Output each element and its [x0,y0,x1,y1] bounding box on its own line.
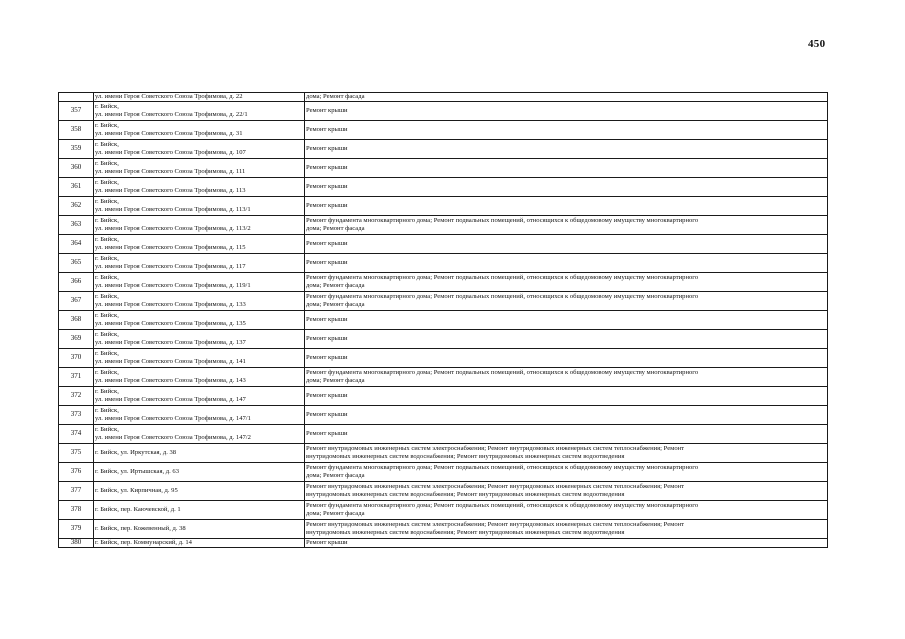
address-street: ул. имени Героя Советского Союза Трофимова, д. 137 [95,339,246,346]
address-city: г. Бийск, [95,407,119,415]
repair-works-cell [305,463,828,482]
repair-works-line: Ремонт внутридомовых инженерных систем электроснабжения; Ремонт внутридомовых инженерных систем теплоснабжения; Ремонт [306,445,685,453]
repair-works-line: Ремонт фундамента многоквартирного дома; Ремонт подвальных помещений, относящихся к общедомовому имуществу многоквартирного [306,293,699,301]
repair-works-line: Ремонт крыши [306,259,348,267]
repair-works-line: дома; Ремонт фасада [306,472,365,479]
repair-works-line: дома; Ремонт фасада [306,301,365,308]
repair-works-line: Ремонт крыши [306,126,348,134]
table-row [59,216,828,235]
address-city: г. Бийск, [95,255,119,263]
repair-works-line: Ремонт крыши [306,202,348,210]
table-row [59,482,828,501]
repair-works-line: Ремонт фундамента многоквартирного дома; Ремонт подвальных помещений, относящихся к общедомовому имуществу многоквартирного [306,274,699,282]
repair-works-cell [305,93,828,102]
table-row [59,444,828,463]
address-cell [94,216,305,235]
repair-works-line: дома; Ремонт фасада [306,510,365,517]
address-cell [94,93,305,102]
address-cell [94,444,305,463]
address-cell [94,254,305,273]
repair-works-line: Ремонт крыши [306,316,348,324]
row-number: 367 [59,292,94,311]
address-city: г. Бийск, [95,274,119,282]
repair-works-cell [305,501,828,520]
address-cell [94,349,305,368]
repair-works-line: Ремонт фундамента многоквартирного дома; Ремонт подвальных помещений, относящихся к общедомовому имуществу многоквартирного [306,369,699,377]
row-number: 357 [59,102,94,121]
address-cell [94,159,305,178]
repair-works-line: дома; Ремонт фасада [306,282,365,289]
address-city: г. Бийск, [95,388,119,396]
address-cell [94,311,305,330]
address-city: г. Бийск, [95,217,119,225]
row-number: 369 [59,330,94,349]
row-number: 377 [59,482,94,501]
row-number: 371 [59,368,94,387]
repair-works-line: Ремонт внутридомовых инженерных систем электроснабжения; Ремонт внутридомовых инженерных систем теплоснабжения; Ремонт [306,521,685,529]
row-number: 359 [59,140,94,159]
table-row [59,140,828,159]
table-row [59,254,828,273]
row-number: 375 [59,444,94,463]
table-row [59,539,828,548]
repair-works-cell [305,482,828,501]
address-city: г. Бийск, [95,426,119,434]
row-number: 373 [59,406,94,425]
row-number: 360 [59,159,94,178]
address-cell [94,520,305,539]
address-street: ул. имени Героя Советского Союза Трофимова, д. 113 [95,187,246,194]
repair-works-line: Ремонт крыши [306,240,348,248]
row-number: 370 [59,349,94,368]
repair-works-cell [305,444,828,463]
address-cell [94,463,305,482]
address-cell [94,482,305,501]
row-number [59,93,94,102]
table-row [59,463,828,482]
table-row [59,520,828,539]
repair-works-cell [305,273,828,292]
repair-works-cell [305,292,828,311]
table-row [59,406,828,425]
address-cell [94,178,305,197]
table-row [59,178,828,197]
address-cell [94,406,305,425]
repair-works-line: Ремонт крыши [306,107,348,115]
address-cell [94,425,305,444]
repair-works-cell [305,216,828,235]
address-street: ул. имени Героя Советского Союза Трофимова, д. 22/1 [95,111,248,118]
address-street: ул. имени Героя Советского Союза Трофимова, д. 147 [95,396,246,403]
address-cell [94,292,305,311]
address-street: ул. имени Героя Советского Союза Трофимова, д. 31 [95,130,243,137]
address-street: г. Бийск, ул. Кирпичная, д. 95 [95,487,178,495]
address-cell [94,539,305,548]
address-cell [94,273,305,292]
repair-works-line: дома; Ремонт фасада [306,225,365,232]
repair-works-cell [305,311,828,330]
row-number: 379 [59,520,94,539]
repair-works-line: Ремонт крыши [306,539,348,547]
address-city: г. Бийск, [95,122,119,130]
address-street: ул. имени Героя Советского Союза Трофимова, д. 111 [95,168,246,175]
repair-works-line: Ремонт фундамента многоквартирного дома; Ремонт подвальных помещений, относящихся к общедомовому имуществу многоквартирного [306,502,699,510]
address-street: ул. имени Героя Советского Союза Трофимова, д. 113/2 [95,225,251,232]
repair-works-cell [305,254,828,273]
repair-works-line: внутридомовых инженерных систем водоснабжения; Ремонт внутридомовых инженерных систем водоотведения [306,529,625,536]
address-cell [94,197,305,216]
address-street: ул. имени Героя Советского Союза Трофимова, д. 133 [95,301,246,308]
address-city: г. Бийск, [95,141,119,149]
table-row [59,273,828,292]
address-street: ул. имени Героя Советского Союза Трофимова, д. 115 [95,244,246,251]
address-city: г. Бийск, [95,236,119,244]
address-city: г. Бийск, [95,293,119,301]
address-cell [94,140,305,159]
row-number: 376 [59,463,94,482]
repair-works-line: Ремонт крыши [306,392,348,400]
table-row [59,292,828,311]
table-row [59,349,828,368]
repair-works-cell [305,140,828,159]
repair-works-line: Ремонт крыши [306,145,348,153]
address-street: г. Бийск, пер. Каючевской, д. 1 [95,506,181,514]
repair-works-line: внутридомовых инженерных систем водоснабжения; Ремонт внутридомовых инженерных систем водоотведения [306,453,625,460]
repair-works-cell [305,520,828,539]
address-city: г. Бийск, [95,312,119,320]
table-row [59,387,828,406]
repair-works-line: Ремонт крыши [306,183,348,191]
row-number: 358 [59,121,94,140]
address-street: ул. имени Героя Советского Союза Трофимова, д. 119/1 [95,282,251,289]
address-street: ул. имени Героя Советского Союза Трофимова, д. 141 [95,358,246,365]
repair-works-cell [305,178,828,197]
address-city: г. Бийск, [95,160,119,168]
repair-works-line: внутридомовых инженерных систем водоснабжения; Ремонт внутридомовых инженерных систем водоотведения [306,491,625,498]
repair-works-line: Ремонт фундамента многоквартирного дома; Ремонт подвальных помещений, относящихся к общедомовому имуществу многоквартирного [306,217,699,225]
address-city: г. Бийск, [95,103,119,111]
row-number: 378 [59,501,94,520]
address-city: г. Бийск, [95,369,119,377]
address-street: ул. имени Героя Советского Союза Трофимова, д. 135 [95,320,246,327]
address-city: г. Бийск, [95,179,119,187]
repair-works-line: дома; Ремонт фасада [306,377,365,384]
address-cell [94,330,305,349]
row-number: 366 [59,273,94,292]
repair-works-line: Ремонт крыши [306,335,348,343]
repair-works-cell [305,539,828,548]
repair-works-cell [305,330,828,349]
address-street: г. Бийск, пер. Кожевенный, д. 38 [95,525,186,533]
repair-works-cell [305,235,828,254]
address-street: ул. имени Героя Советского Союза Трофимова, д. 117 [95,263,246,270]
address-cell [94,387,305,406]
row-number: 374 [59,425,94,444]
repair-works-line: дома; Ремонт фасада [306,93,365,101]
repair-works-cell [305,121,828,140]
repair-works-cell [305,406,828,425]
row-number: 361 [59,178,94,197]
row-number: 365 [59,254,94,273]
repair-works-cell [305,387,828,406]
repair-works-cell [305,425,828,444]
address-street: г. Бийск, ул. Иртышская, д. 63 [95,468,180,476]
address-cell [94,102,305,121]
repair-works-line: Ремонт крыши [306,430,348,438]
address-cell [94,368,305,387]
address-street: г. Бийск, ул. Иркутская, д. 38 [95,449,177,457]
address-cell [94,235,305,254]
address-city: г. Бийск, [95,198,119,206]
row-number: 363 [59,216,94,235]
repair-works-cell [305,159,828,178]
address-cell [94,121,305,140]
row-number: 364 [59,235,94,254]
table-row [59,368,828,387]
address-street: ул. имени Героя Советского Союза Трофимова, д. 147/2 [95,434,251,441]
page-number: 450 [808,38,826,50]
repair-works-line: Ремонт крыши [306,411,348,419]
repair-works-line: Ремонт крыши [306,164,348,172]
address-cell [94,501,305,520]
table-row [59,235,828,254]
table-row [59,93,828,102]
row-number: 380 [59,539,94,548]
repair-works-cell [305,349,828,368]
table-row [59,102,828,121]
row-number: 372 [59,387,94,406]
repair-works-cell [305,368,828,387]
address-street: г. Бийск, пер. Коммунарский, д. 14 [95,539,192,547]
registry-body [59,93,828,548]
address-city: г. Бийск, [95,331,119,339]
address-street: ул. имени Героя Советского Союза Трофимова, д. 22 [95,93,243,101]
row-number: 362 [59,197,94,216]
table-row [59,311,828,330]
address-street: ул. имени Героя Советского Союза Трофимова, д. 107 [95,149,246,156]
address-city: г. Бийск, [95,350,119,358]
table-row [59,330,828,349]
table-row [59,121,828,140]
address-street: ул. имени Героя Советского Союза Трофимова, д. 147/1 [95,415,251,422]
table-row [59,501,828,520]
table-row [59,425,828,444]
address-street: ул. имени Героя Советского Союза Трофимова, д. 143 [95,377,246,384]
address-street: ул. имени Героя Советского Союза Трофимова, д. 113/1 [95,206,251,213]
repair-works-cell [305,197,828,216]
row-number: 368 [59,311,94,330]
repair-works-cell [305,102,828,121]
table-row [59,197,828,216]
repair-works-line: Ремонт внутридомовых инженерных систем электроснабжения; Ремонт внутридомовых инженерных систем теплоснабжения; Ремонт [306,483,685,491]
repair-works-line: Ремонт фундамента многоквартирного дома; Ремонт подвальных помещений, относящихся к общедомовому имуществу многоквартирного [306,464,699,472]
repair-registry-table [58,92,828,548]
repair-works-line: Ремонт крыши [306,354,348,362]
table-row [59,159,828,178]
